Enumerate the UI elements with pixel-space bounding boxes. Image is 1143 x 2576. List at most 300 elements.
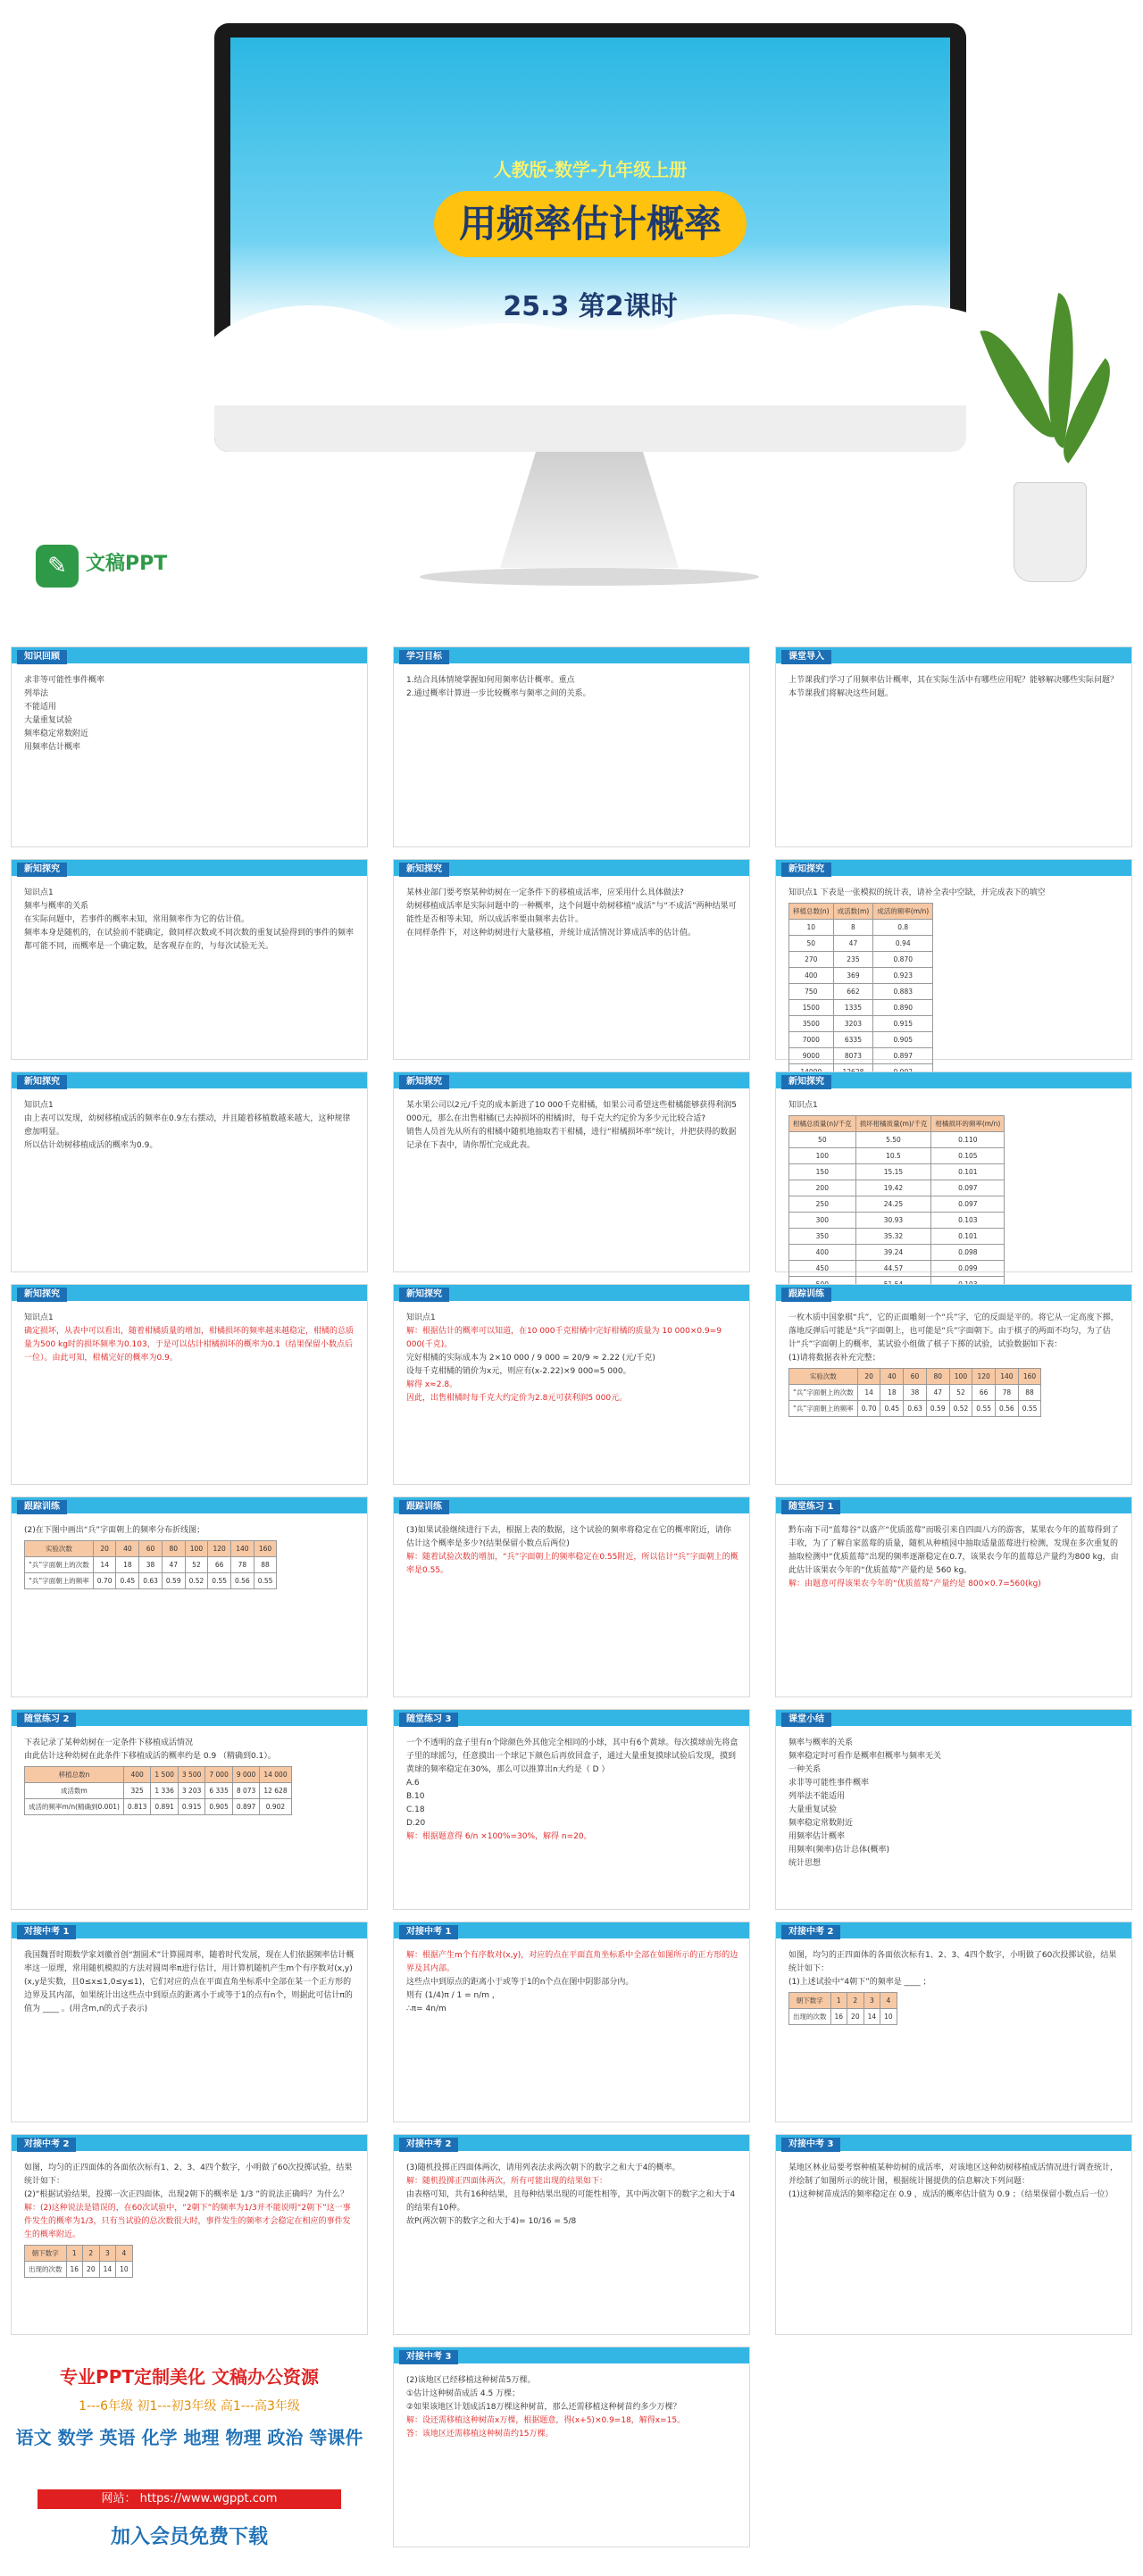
- table-cell: 47: [926, 1385, 949, 1401]
- table-cell: 0.94: [873, 936, 933, 952]
- slide-text-line: 完好柑橘的实际成本为 2×10 000 / 9 000 = 20/9 ≈ 2.22 (元/千克): [406, 1354, 655, 1363]
- slide-body: [406, 887, 738, 1052]
- table-cell: 38: [904, 1385, 927, 1401]
- table-cell: 140: [996, 1369, 1019, 1385]
- slide-text-line: 知识点1: [24, 1101, 54, 1110]
- table-row: [789, 1245, 1005, 1261]
- course-subtitle: 人教版-数学-九年级上册: [493, 159, 688, 180]
- slide-text-line: 由上表可以发现，幼树移植成活的频率在0.9左右摆动，并且随着移植数越来越大，这种规律愈加明显。: [24, 1114, 351, 1137]
- table-cell: 0.55: [972, 1401, 996, 1417]
- table-row: [789, 984, 933, 1000]
- slide-text-line: 由表格可知，共有16种结果，且每种结果出现的可能性相等，其中两次朝下的数字之和大于4的结果有10种。: [406, 2190, 736, 2213]
- table-cell: 0.101: [931, 1229, 1005, 1245]
- table-row: [789, 1164, 1005, 1180]
- table-cell: 160: [254, 1541, 277, 1557]
- table-cell: 8: [833, 920, 873, 936]
- table-cell: 0.110: [931, 1132, 1005, 1148]
- slide-body: [24, 887, 356, 1052]
- table-cell: 60: [904, 1369, 927, 1385]
- slide-thumbnail[interactable]: [775, 1709, 1132, 1910]
- table-cell: 0.59: [926, 1401, 949, 1417]
- slide-body: [788, 1524, 1121, 1689]
- table-cell: 14: [857, 1385, 880, 1401]
- slide-text-line: (3)随机投掷正四面体两次，请用列表法求两次朝下的数字之和大于4的概率。: [406, 2163, 680, 2172]
- lesson-title: 用频率估计概率: [434, 191, 747, 257]
- slide-text-line: D.20: [406, 1819, 426, 1828]
- slide-thumbnail[interactable]: [393, 2347, 750, 2547]
- table-cell: 0.55: [208, 1573, 231, 1589]
- table-cell: 0.105: [931, 1148, 1005, 1164]
- table-row: [25, 1799, 292, 1815]
- table-row: [789, 1180, 1005, 1196]
- hero-section: [0, 0, 1143, 643]
- table-row: [25, 2246, 133, 2262]
- slide-text-line: 因此，出售柑橘时每千克大约定价为2.8元可获利润5 000元。: [406, 1394, 628, 1403]
- table-cell: 4: [116, 2246, 133, 2262]
- slide-thumbnail[interactable]: [11, 646, 368, 847]
- table-cell: 0.099: [931, 1261, 1005, 1277]
- table-cell: 1500: [789, 1000, 834, 1016]
- slide-thumbnail[interactable]: [775, 859, 1132, 1060]
- table-cell: 52: [949, 1385, 972, 1401]
- table-cell: 160: [1018, 1369, 1041, 1385]
- table-cell: 0.70: [93, 1573, 116, 1589]
- table-cell: 40: [116, 1541, 139, 1557]
- table-cell: 35.32: [855, 1229, 931, 1245]
- table-row: [789, 1116, 1005, 1132]
- table-cell: 52: [185, 1557, 208, 1573]
- slide-text-line: 知识点1 下表是一张模拟的统计表，请补全表中空缺，并完成表下的填空: [788, 888, 1046, 897]
- table-row: [789, 1401, 1041, 1417]
- table-cell: 成活的频率m/n(精确到0.001): [25, 1799, 124, 1815]
- slide-thumbnail[interactable]: [11, 1496, 368, 1697]
- table-cell: 0.45: [116, 1573, 139, 1589]
- table-cell: 0.70: [857, 1401, 880, 1417]
- table-row: [25, 2262, 133, 2278]
- orange-table: [788, 1115, 1005, 1293]
- slide-text-line: 解得 x≈2.8。: [406, 1380, 458, 1389]
- table-cell: 9000: [789, 1048, 834, 1064]
- table-cell: 1335: [833, 1000, 873, 1016]
- table-cell: 10: [880, 2009, 897, 2025]
- table-cell: 66: [972, 1385, 996, 1401]
- slide-section-tag: 跟踪训练: [781, 1288, 831, 1302]
- table-cell: 38: [139, 1557, 163, 1573]
- table-row: [25, 1767, 292, 1783]
- table-row: [789, 1148, 1005, 1164]
- slide-text-line: 设每千克柑橘的销价为x元，则应有(x-2.22)×9 000=5 000。: [406, 1367, 631, 1376]
- table-cell: 50: [789, 1132, 856, 1148]
- table-cell: 369: [833, 968, 873, 984]
- table-cell: 成活数(m): [833, 904, 873, 920]
- tetra-table: [24, 2245, 133, 2278]
- promo-panel: [11, 2355, 368, 2566]
- table-cell: 朝下数字: [25, 2246, 67, 2262]
- slide-body: [788, 887, 1121, 1060]
- slide-text-line: 某林业部门要考察某种幼树在一定条件下的移植成活率，应采用什么具体做法?: [406, 888, 684, 897]
- table-cell: 400: [789, 1245, 856, 1261]
- slide-section-tag: 对接中考 3: [399, 2350, 458, 2364]
- promo-headline: 专业PPT定制美化 文稿办公资源: [60, 2366, 319, 2388]
- table-row: [789, 1048, 933, 1064]
- table-cell: 30.93: [855, 1213, 931, 1229]
- slide-thumbnail[interactable]: [393, 1922, 750, 2122]
- table-cell: 0.915: [178, 1799, 204, 1815]
- slide-text-line: 解：根据产生m个有序数对(x,y)，对应的点在平面直角坐标系中全部在如图所示的正方形的边界及其内部。: [406, 1951, 738, 1973]
- slide-thumbnail[interactable]: [775, 1496, 1132, 1697]
- slide-section-tag: 课堂小结: [781, 1713, 831, 1727]
- table-row: [789, 1016, 933, 1032]
- table-cell: “兵”字面朝上的次数: [25, 1557, 94, 1573]
- slide-thumbnail[interactable]: [393, 1496, 750, 1697]
- slide-thumbnail[interactable]: [393, 1709, 750, 1910]
- table-cell: 50: [789, 936, 834, 952]
- table-cell: 14 000: [260, 1767, 291, 1783]
- logo-text: 文稿PPT: [86, 553, 168, 575]
- table-cell: 0.098: [931, 1245, 1005, 1261]
- table-cell: 100: [949, 1369, 972, 1385]
- slide-text-line: ∴π= 4n/m: [406, 2005, 446, 2013]
- slide-section-tag: 新知探究: [781, 863, 831, 877]
- slide-text-line: 频率稳定常数附近: [788, 1819, 854, 1828]
- table-cell: 0.63: [904, 1401, 927, 1417]
- table-cell: 0.897: [873, 1048, 933, 1064]
- table-cell: 0.56: [996, 1401, 1019, 1417]
- table-cell: 3500: [789, 1016, 834, 1032]
- slide-thumbnail[interactable]: [775, 1922, 1132, 2122]
- slide-section-tag: 对接中考 2: [781, 1925, 840, 1939]
- slide-section-tag: 新知探究: [399, 1288, 449, 1302]
- table-cell: 150: [789, 1164, 856, 1180]
- slide-text-line: 解：设还需移植这种树苗x万棵，根据题意，得(x+5)×0.9=18，解得x=15。: [406, 2416, 686, 2425]
- slide-text-line: (1)请将数据表补充完整；: [788, 1354, 880, 1363]
- table-row: [789, 1000, 933, 1016]
- slide-text-line: 1.结合具体情境掌握如何用频率估计概率。重点: [406, 676, 575, 685]
- table-cell: 柑橘总质量(n)/千克: [789, 1116, 856, 1132]
- slide-body: [406, 1949, 738, 2114]
- table-cell: 3203: [833, 1016, 873, 1032]
- table-cell: 5.50: [855, 1132, 931, 1148]
- table-cell: 16: [66, 2262, 83, 2278]
- table-cell: 18: [880, 1385, 904, 1401]
- table-cell: 47: [833, 936, 873, 952]
- table-cell: 350: [789, 1229, 856, 1245]
- slide-section-tag: 随堂练习 3: [399, 1713, 458, 1727]
- slide-body: [406, 1099, 738, 1264]
- slide-body: [24, 1099, 356, 1264]
- table-cell: 0.52: [949, 1401, 972, 1417]
- lesson-number: 25.3 第2课时: [503, 291, 678, 322]
- brand-logo: [36, 539, 179, 593]
- table-cell: 20: [93, 1541, 116, 1557]
- table-cell: 80: [162, 1541, 185, 1557]
- table-cell: 400: [123, 1767, 150, 1783]
- slide-text-line: 知识点1: [24, 1313, 54, 1322]
- table-cell: 15.15: [855, 1164, 931, 1180]
- table-cell: 20: [857, 1369, 880, 1385]
- table-cell: 60: [139, 1541, 163, 1557]
- slide-thumbnail[interactable]: [775, 2134, 1132, 2335]
- slide-text-line: 则有 (1/4)π / 1 = n/m ，: [406, 1991, 500, 2000]
- table-cell: 80: [926, 1369, 949, 1385]
- slide-text-line: B.10: [406, 1792, 425, 1801]
- table-cell: 6335: [833, 1032, 873, 1048]
- practice-table: [24, 1766, 292, 1815]
- slide-section-tag: 跟踪训练: [17, 1500, 67, 1514]
- table-cell: 20: [847, 2009, 864, 2025]
- slide-text-line: (3)如果试验继续进行下去，根据上表的数据，这个试验的频率将稳定在它的概率附近，请你估计这个概率是多少?(结果保留小数点后两位): [406, 1526, 731, 1548]
- table-cell: 3: [864, 1993, 880, 2009]
- table-row: [789, 1032, 933, 1048]
- slide-body: [406, 674, 738, 839]
- slide-text-line: 频率稳定常数附近: [24, 729, 89, 738]
- slide-text-line: C.18: [406, 1805, 425, 1814]
- slide-thumbnail[interactable]: [11, 2134, 368, 2335]
- slide-text-line: (1)这种树苗成活的频率稳定在 0.9 ，成活的概率估计值为 0.9 ；（结果保留小数点后一位）: [788, 2190, 1114, 2199]
- table-cell: 4: [880, 1993, 897, 2009]
- slide-section-tag: 新知探究: [17, 1075, 67, 1089]
- table-cell: 0.915: [873, 1016, 933, 1032]
- table-cell: 实验次数: [25, 1541, 94, 1557]
- slide-section-tag: 对接中考 3: [781, 2138, 840, 2152]
- slide-thumbnail[interactable]: [11, 1284, 368, 1485]
- slide-thumbnail[interactable]: [393, 859, 750, 1060]
- table-cell: 100: [789, 1148, 856, 1164]
- slide-text-line: 黔东南下司“蓝莓谷”以盛产“优质蓝莓”而吸引来自四面八方的游客，某果农今年的蓝莓得到了丰收，为了了解自家蓝莓的质量，随机从种植园中抽取适量蓝莓进行检测，发现在多次重复的抽取检测中“优质蓝莓”出现的频率逐渐稳定在0.7，该果农今年的蓝莓总产量约为800 kg，由此估计该果农今年的“优质蓝莓”产量约是 560 kg。: [788, 1526, 1119, 1575]
- table-cell: 400: [789, 968, 834, 984]
- table-cell: 0.905: [205, 1799, 232, 1815]
- slide-section-tag: 随堂练习 1: [781, 1500, 840, 1514]
- slide-body: [406, 1524, 738, 1689]
- slide-text-line: 解：(2)这种说法是错误的，在60次试验中，“2朝下”的频率为1/3并不能说明“2朝下”这一事件发生的概率为1/3，只有当试验的总次数很大时，事件发生的频率才会稳定在相应的事件发生的概率附近。: [24, 2204, 351, 2239]
- slide-text-line: 频率与概率的关系: [24, 902, 89, 911]
- slide-text-line: 确定损坏，从表中可以看出，随着柑橘质量的增加，柑橘损坏的频率越来越稳定，柑橘的总质量为500 kg时的损坏频率为0.103，于是可以估计柑橘损坏的概率为0.1（结果保留小数点后一位）。由此可知，柑橘完好的概率为0.9。: [24, 1327, 355, 1363]
- slide-text-line: 答：该地区还需移植这种树苗约15万棵。: [406, 2430, 554, 2438]
- tetra-table: [788, 1992, 897, 2025]
- table-cell: 0.813: [123, 1799, 150, 1815]
- slide-text-line: 大量重复试验: [788, 1805, 838, 1814]
- table-cell: 88: [254, 1557, 277, 1573]
- slide-text-line: 这些点中到原点的距离小于或等于1的n个点在图中阴影部分内。: [406, 1978, 634, 1987]
- slide-body: [788, 1312, 1121, 1477]
- table-row: [25, 1541, 277, 1557]
- promo-download-button[interactable]: 加入会员免费下载: [110, 2526, 268, 2548]
- slide-body: [24, 1524, 356, 1689]
- table-cell: 450: [789, 1261, 856, 1277]
- table-row: [789, 1132, 1005, 1148]
- slide-section-tag: 对接中考 2: [399, 2138, 458, 2152]
- table-cell: 1 500: [151, 1767, 178, 1783]
- slide-thumbnail[interactable]: [393, 646, 750, 847]
- slide-thumbnail[interactable]: [11, 1071, 368, 1272]
- table-row: [789, 952, 933, 968]
- slide-thumbnail[interactable]: [393, 1284, 750, 1485]
- slide-section-tag: 新知探究: [17, 863, 67, 877]
- table-cell: 47: [162, 1557, 185, 1573]
- slide-section-tag: 新知探究: [781, 1075, 831, 1089]
- slide-text-line: 不能适用: [24, 703, 57, 712]
- table-cell: 200: [789, 1180, 856, 1196]
- slide-thumbnail[interactable]: [775, 1071, 1132, 1272]
- plant-pot: [1014, 482, 1087, 582]
- title-slide: [230, 38, 950, 405]
- table-cell: 柑橘损坏的频率(m/n): [931, 1116, 1005, 1132]
- table-cell: 16: [830, 2009, 847, 2025]
- slide-text-line: 知识点1: [788, 1101, 818, 1110]
- slide-body: [406, 1737, 738, 1902]
- table-row: [789, 968, 933, 984]
- table-cell: 10.5: [855, 1148, 931, 1164]
- table-row: [25, 1783, 292, 1799]
- table-cell: 24.25: [855, 1196, 931, 1213]
- slide-body: [788, 1737, 1121, 1902]
- table-row: [789, 1993, 897, 2009]
- promo-subjects: 语文 数学 英语 化学 地理 物理 政治 等课件: [15, 2427, 363, 2448]
- table-row: [789, 1196, 1005, 1213]
- slide-thumbnail[interactable]: [393, 2134, 750, 2335]
- table-cell: 0.097: [931, 1196, 1005, 1213]
- table-cell: 移植总数(n): [789, 904, 834, 920]
- slide-body: [24, 2162, 356, 2327]
- table-cell: 0.902: [260, 1799, 291, 1815]
- slide-thumbnail[interactable]: [11, 859, 368, 1060]
- slide-text-line: A.6: [406, 1779, 420, 1788]
- table-row: [789, 936, 933, 952]
- table-cell: 120: [208, 1541, 231, 1557]
- table-cell: 实验次数: [789, 1369, 858, 1385]
- slide-section-tag: 新知探究: [399, 863, 449, 877]
- table-cell: 14: [864, 2009, 880, 2025]
- table-cell: “兵”字面朝上的频率: [25, 1573, 94, 1589]
- table-cell: 0.923: [873, 968, 933, 984]
- table-cell: 朝下数字: [789, 1993, 831, 2009]
- slide-section-tag: 新知探究: [17, 1288, 67, 1302]
- table-cell: 9 000: [232, 1767, 259, 1783]
- logo-icon: ✎: [36, 545, 79, 588]
- slide-text-line: 统计思想: [788, 1859, 822, 1868]
- promo-website-link[interactable]: 网站： https://www.wgppt.com: [38, 2489, 341, 2509]
- slide-body: [788, 674, 1121, 839]
- slide-text-line: 下表记录了某种幼树在一定条件下移植成活情况: [24, 1738, 194, 1747]
- table-row: [789, 1229, 1005, 1245]
- slide-section-tag: 学习目标: [399, 650, 449, 664]
- slide-body: [788, 1949, 1121, 2114]
- slide-text-line: 解：根据估计的概率可以知道，在10 000千克柑橘中完好柑橘的质量为 10 000×0.9=9 000(千克)。: [406, 1327, 722, 1349]
- table-cell: 0.45: [880, 1401, 904, 1417]
- slide-text-line: 大量重复试验: [24, 716, 73, 725]
- table-row: [789, 1261, 1005, 1277]
- table-cell: 300: [789, 1213, 856, 1229]
- slide-section-tag: 随堂练习 2: [17, 1713, 76, 1727]
- table-cell: 0.097: [931, 1180, 1005, 1196]
- slide-thumbnail[interactable]: [775, 1284, 1132, 1485]
- slide-thumbnail[interactable]: [775, 646, 1132, 847]
- slide-text-line: 频率本身是随机的，在试验前不能确定，做同样次数或不同次数的重复试验得到的事件的频率都可能不同，而概率是一个确定数，是客观存在的，与每次试验无关。: [24, 929, 355, 951]
- table-cell: “兵”字面朝上的频率: [789, 1401, 858, 1417]
- slide-body: [788, 2162, 1121, 2327]
- table-cell: 2: [847, 1993, 864, 2009]
- monitor-chin: [214, 405, 966, 452]
- table-cell: 235: [833, 952, 873, 968]
- slide-body: [24, 1949, 356, 2114]
- slide-thumbnail[interactable]: [393, 1071, 750, 1272]
- table-cell: 78: [996, 1385, 1019, 1401]
- table-cell: 成活的频率(m/n): [873, 904, 933, 920]
- slide-text-line: 频率与概率的关系: [788, 1738, 854, 1747]
- table-cell: 0.905: [873, 1032, 933, 1048]
- monitor-base: [420, 568, 759, 586]
- table-cell: 出现的次数: [25, 2262, 67, 2278]
- monitor-frame: [214, 23, 966, 452]
- slide-section-tag: 跟踪训练: [399, 1500, 449, 1514]
- slide-text-line: 所以估计幼树移植成活的概率为0.9。: [24, 1141, 158, 1150]
- promo-grades: 1---6年级 初1---初3年级 高1---高3年级: [79, 2399, 300, 2413]
- table-cell: 0.56: [231, 1573, 254, 1589]
- slide-text-line: 解：随机投掷正四面体两次，所有可能出现的结果如下：: [406, 2177, 608, 2186]
- slide-body: [24, 1312, 356, 1477]
- table-cell: 78: [231, 1557, 254, 1573]
- slide-text-line: 列举法不能适用: [788, 1792, 846, 1801]
- slide-body: [788, 1099, 1121, 1272]
- table-cell: 750: [789, 984, 834, 1000]
- table-cell: 14: [99, 2262, 116, 2278]
- table-cell: 100: [185, 1541, 208, 1557]
- slide-text-line: (2)该地区已经移植这种树苗5万棵。: [406, 2376, 536, 2385]
- slide-text-line: 用频率(频率)估计总体(概率): [788, 1846, 890, 1855]
- slide-text-line: 如图，均匀的正四面体的各面依次标有1、2、3、4四个数字，小明做了60次投掷试验，结果统计如下：: [24, 2163, 353, 2186]
- table-cell: 7 000: [205, 1767, 232, 1783]
- table-row: [25, 1573, 277, 1589]
- table-row: [789, 1385, 1041, 1401]
- slide-text-line: 上节课我们学习了用频率估计概率，其在实际生活中有哪些应用呢？能够解决哪些实际问题？本节课我们将解决这些问题。: [788, 676, 1119, 698]
- slide-text-line: 某地区林业局要考察种植某种幼树的成活率，对该地区这种幼树移植成活情况进行调查统计，并绘制了如图所示的统计图，根据统计图提供的信息解决下列问题：: [788, 2163, 1119, 2186]
- slide-text-line: 知识点1: [406, 1313, 436, 1322]
- monitor-stand: [500, 452, 679, 568]
- slide-text-line: 一枚木质中国象棋“兵”，它的正面雕刻一个“兵”字，它的反面是平的。将它从一定高度下掷，落地反弹后可能是“兵”字面朝上，也可能是“兵”字面朝下。由于棋子的两面不均匀，为了估计“兵”字面朝上的概率，某试验小组做了棋子下掷的试验，试验数据如下表：: [788, 1313, 1119, 1349]
- table-cell: 20: [83, 2262, 100, 2278]
- table-cell: 成活数m: [25, 1783, 124, 1799]
- slide-body: [406, 2374, 738, 2539]
- table-cell: 出现的次数: [789, 2009, 831, 2025]
- table-cell: 120: [972, 1369, 996, 1385]
- table-cell: 1: [66, 2246, 83, 2262]
- table-cell: 39.24: [855, 1245, 931, 1261]
- slide-text-line: 解：随着试验次数的增加，“兵”字面朝上的频率稳定在0.55附近，所以估计“兵”字面朝上的概率是0.55。: [406, 1553, 738, 1575]
- slide-text-line: 频率稳定时可看作是概率但概率与频率无关: [788, 1752, 942, 1761]
- table-cell: 0.52: [185, 1573, 208, 1589]
- table-cell: 损坏柑橘质量(m)/千克: [855, 1116, 931, 1132]
- slide-text-line: 解：由题意可得该果农今年的“优质蓝莓”产量约是 800×0.7=560(kg): [788, 1580, 1041, 1588]
- table-cell: 0.103: [931, 1213, 1005, 1229]
- slide-text-line: (2)“根据试验结果，投掷一次正四面体，出现2朝下的概率是 1/3 ”的说法正确吗？为什么？: [24, 2190, 349, 2199]
- slide-text-line: 由此估计这种幼树在此条件下移植成活的概率约是 0.9 （精确到0.1）。: [24, 1752, 276, 1761]
- slide-thumbnail[interactable]: [11, 1709, 368, 1910]
- slide-text-line: 一个不透明的盒子里有n个除颜色外其他完全相同的小球，其中有6个黄球。每次摸球前先将盒子里的球摇匀，任意摸出一个球记下颜色后再放回盒子，通过大量重复摸球试验后发现，摸到黄球的频率稳定在30%，那么可以推算出n大约是（ D ）: [406, 1738, 738, 1774]
- table-cell: 18: [116, 1557, 139, 1573]
- table-cell: 250: [789, 1196, 856, 1213]
- slide-text-line: 故P(两次朝下的数字之和大于4)= 10/16 = 5/8: [406, 2217, 577, 2226]
- slide-body: [24, 674, 356, 839]
- table-cell: 0.897: [232, 1799, 259, 1815]
- table-cell: 0.890: [873, 1000, 933, 1016]
- table-cell: 3 203: [178, 1783, 204, 1799]
- table-cell: 44.57: [855, 1261, 931, 1277]
- table-cell: 7000: [789, 1032, 834, 1048]
- slide-text-line: ①估计这种树苗成活 4.5 万棵；: [406, 2389, 521, 2398]
- slide-text-line: 销售人员首先从所有的柑橘中随机地抽取若干柑橘，进行“柑橘损坏率”统计，并把获得的数据记录在下表中，请你帮忙完成此表。: [406, 1128, 737, 1150]
- slide-thumbnail[interactable]: [11, 1922, 368, 2122]
- table-cell: 66: [208, 1557, 231, 1573]
